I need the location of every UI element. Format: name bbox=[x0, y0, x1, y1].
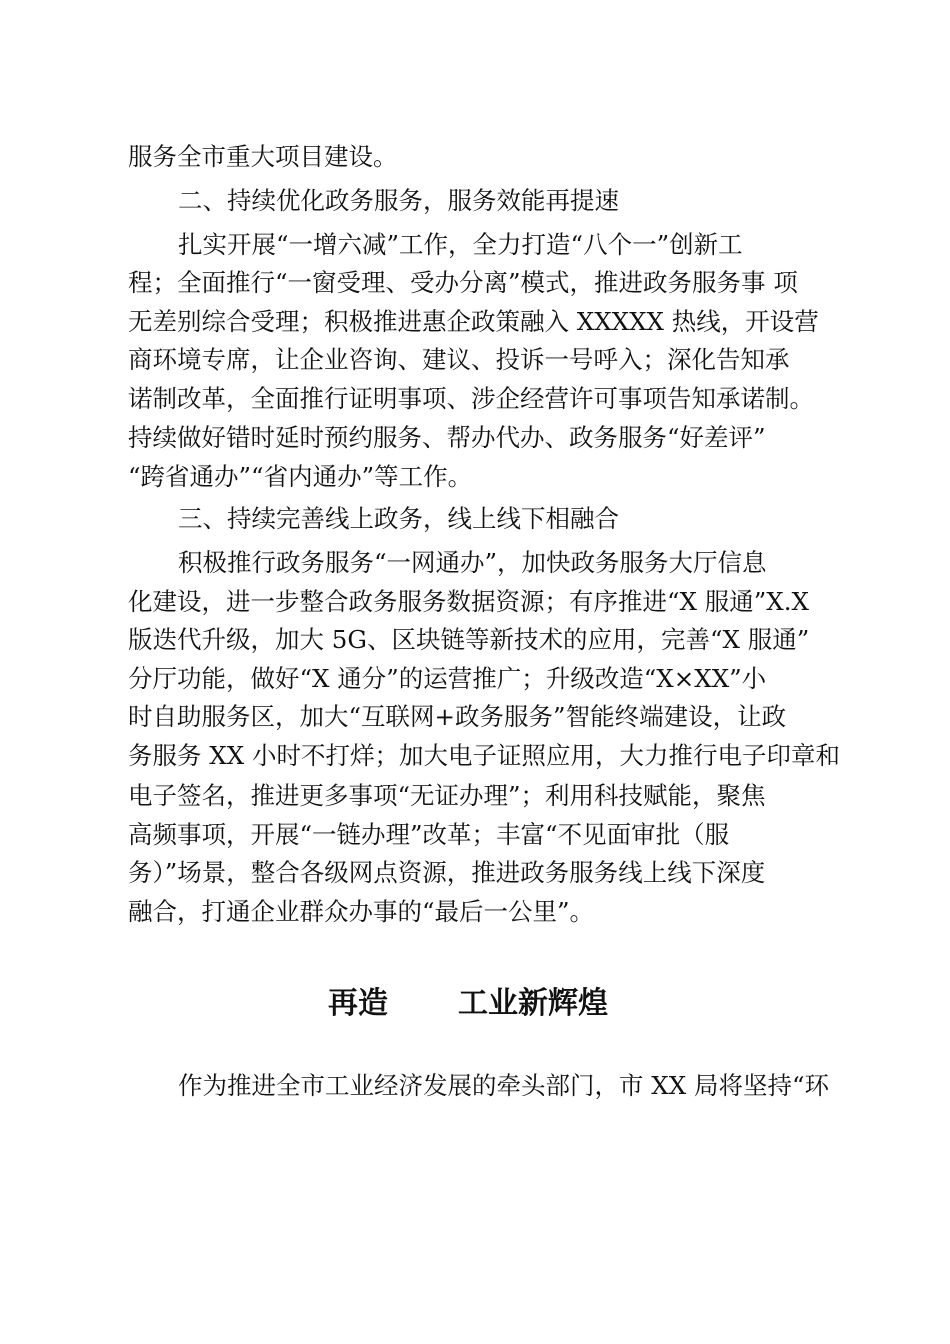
paragraph-line: 务）”场景，整合各级网点资源，推进政务服务线上线下深度 bbox=[128, 858, 766, 887]
paragraph-line: 无差别综合受理；积极推进惠企政策融入 XXXXX 热线，开设营 bbox=[128, 307, 819, 336]
paragraph-line: 分厅功能，做好“X 通分”的运营推广；升级改造“X×XX”小 bbox=[128, 664, 767, 693]
section-heading: 二、持续优化政务服务，服务效能再提速 bbox=[178, 186, 619, 215]
paragraph-line: 诺制改革，全面推行证明事项、涉企经营许可事项告知承诺制。 bbox=[128, 384, 814, 413]
paragraph-line: 商环境专席，让企业咨询、建议、投诉一号呼入；深化告知承 bbox=[128, 345, 790, 374]
paragraph-line: 扎实开展“一增六减”工作，全力打造“八个一”创新工 bbox=[178, 230, 743, 259]
paragraph-line: 电子签名，推进更多事项“无证办理”；利用科技赋能，聚焦 bbox=[128, 781, 766, 810]
paragraph-line: 化建设，进一步整合政务服务数据资源；有序推进“X 服通”X.X bbox=[128, 587, 809, 616]
paragraph-line: 融合，打通企业群众办事的“最后一公里”。 bbox=[128, 897, 595, 926]
paragraph-line: 版迭代升级，加大 5G、区块链等新技术的应用，完善“X 服通” bbox=[128, 625, 810, 654]
paragraph-line: 时自助服务区，加大“互联网+政务服务”智能终端建设，让政 bbox=[128, 702, 787, 731]
paragraph-line: 作为推进全市工业经济发展的牵头部门，市 XX 局将坚持“环 bbox=[178, 1071, 829, 1100]
paragraph-line: “跨省通办”“省内通办”等工作。 bbox=[128, 462, 473, 491]
paragraph-line: 持续做好错时延时预约服务、帮办代办、政务服务“好差评” bbox=[128, 423, 766, 452]
paragraph-line: 高频事项，开展“一链办理”改革；丰富“不见面审批（服 bbox=[128, 820, 730, 849]
section-heading: 三、持续完善线上政务，线上线下相融合 bbox=[178, 504, 619, 533]
paragraph-line: 积极推行政务服务“一网通办”，加快政务服务大厅信息 bbox=[178, 548, 767, 577]
chapter-title-left: 再造 bbox=[328, 986, 388, 1021]
paragraph-line: 程；全面推行“一窗受理、受办分离”模式，推进政务服务事 项 bbox=[128, 268, 798, 297]
paragraph-line: 务服务 XX 小时不打烊；加大电子证照应用，大力推行电子印章和 bbox=[128, 741, 840, 770]
chapter-title-right: 工业新辉煌 bbox=[458, 986, 608, 1021]
paragraph-line: 服务全市重大项目建设。 bbox=[128, 142, 398, 171]
